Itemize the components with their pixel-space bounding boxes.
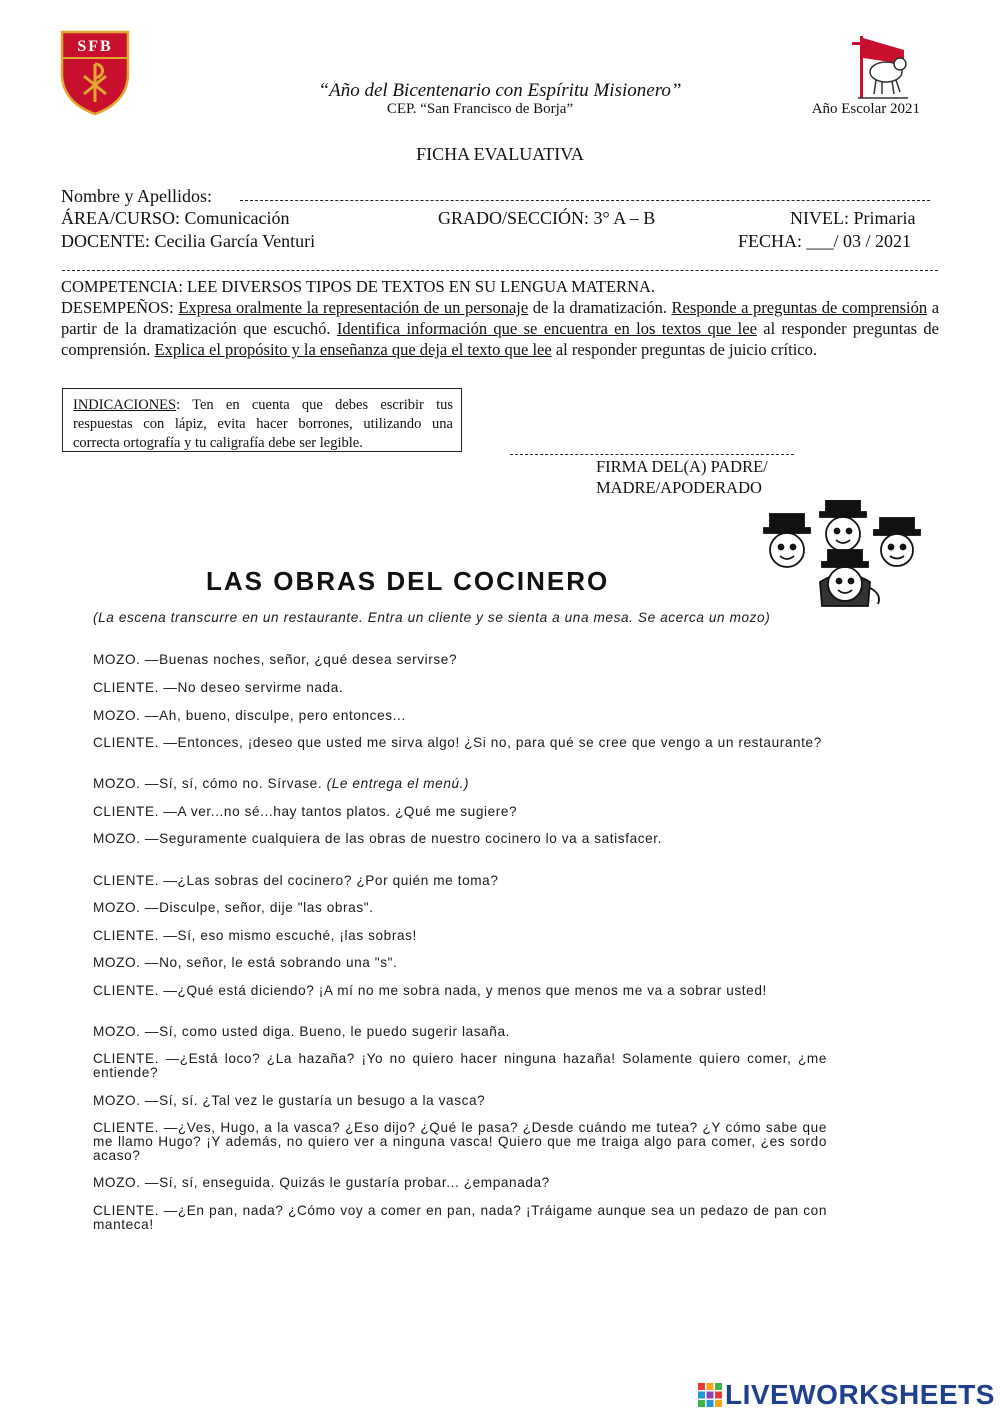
area-value: Comunicación <box>184 208 290 228</box>
liveworksheets-icon <box>697 1382 723 1408</box>
nivel-value: Primaria <box>853 208 916 228</box>
nivel-field <box>790 208 915 229</box>
desempeno-3: Identifica información que se encuentra en los textos que lee <box>336 319 757 338</box>
dialogue-line: MOZO. —Sí, sí, cómo no. Sírvase. <box>93 776 323 791</box>
stage-direction: (La escena transcurre en un restaurante. Entra un cliente y se sienta a una mesa. Se acerca un mozo) <box>93 610 771 625</box>
chefs-illustration <box>756 500 936 610</box>
menu-stage-direction: (Le entrega el menú.) <box>326 776 470 791</box>
logo-text: SFB <box>77 38 113 55</box>
fecha-label: FECHA: <box>738 231 803 251</box>
dialogue-line: MOZO. —Buenas noches, señor, ¿qué desea servirse? <box>93 652 458 667</box>
desempeno-2: Responde a preguntas de comprensión <box>671 298 928 317</box>
dialogue-line: MOZO. —Seguramente cualquiera de las obras de nuestro cocinero lo va a satisfacer. <box>93 831 663 846</box>
dialogue-line: CLIENTE. —A ver...no sé...hay tantos platos. ¿Qué me sugiere? <box>93 804 518 819</box>
dialogue-line: CLIENTE. —¿Ves, Hugo, a la vasca? ¿Eso dijo? ¿Qué le pasa? ¿Desde cuándo me tutea? ¿Y cómo sabe que me llamo Hugo? ¡Y además, no quiero ver a ninguna vasca! Quiero que me traiga algo para comer, ¿es sordo acaso? <box>93 1120 827 1163</box>
docente-value: Cecilia García Venturi <box>154 231 316 251</box>
indicaciones-box <box>62 388 462 452</box>
school-crest-logo <box>58 28 132 116</box>
school-name: CEP. “San Francisco de Borja” <box>386 101 574 117</box>
dialogue-line: MOZO. —Sí, sí. ¿Tal vez le gustaría un besugo a la vasca? <box>93 1093 486 1108</box>
dialogue-line: MOZO. —Sí, sí, enseguida. Quizás le gustaría probar... ¿empanada? <box>93 1175 550 1190</box>
desempeno-1: Expresa oralmente la representación de un personaje <box>178 298 529 317</box>
fecha-day-input[interactable]: ___ <box>806 231 834 251</box>
desempeno-4: Explica el propósito y la enseñanza que deja el texto que lee <box>154 340 552 359</box>
dialogue-line: MOZO. —Disculpe, señor, dije "las obras". <box>93 900 374 915</box>
dialogue-line: CLIENTE. —¿En pan, nada? ¿Cómo voy a comer en pan, nada? ¡Tráigame aunque sea un pedazo de pan con manteca! <box>93 1203 827 1232</box>
liveworksheets-brand <box>697 1379 995 1411</box>
dialogue-line: MOZO. —No, señor, le está sobrando una "s". <box>93 955 398 970</box>
grado-value: 3° A – B <box>593 208 656 228</box>
dialogue-line: CLIENTE. —¿Qué está diciendo? ¡A mí no me sobra nada, y menos que menos me va a sobrar usted! <box>93 983 767 998</box>
desempeno-4-tail: al responder preguntas de juicio crítico. <box>555 340 817 359</box>
dialogue-line: CLIENTE. —Sí, eso mismo escuché, ¡las sobras! <box>93 928 417 943</box>
dialogue-line: CLIENTE. —Entonces, ¡deseo que usted me sirva algo! ¿Si no, para qué se cree que vengo a un restaurante? <box>93 735 822 750</box>
motto: “Año del Bicentenario con Espíritu Misionero” <box>318 80 682 101</box>
grado-label: GRADO/SECCIÓN: <box>438 208 590 228</box>
indicaciones-label: INDICACIONES <box>73 397 177 413</box>
dialogue-line: CLIENTE. —¿Está loco? ¿La hazaña? ¡Yo no quiero hacer ninguna hazaña! Solamente quiero comer, ¿me entiende? <box>93 1051 827 1080</box>
divider <box>62 270 938 271</box>
dialogue-line: MOZO. —Sí, como usted diga. Bueno, le puedo sugerir lasaña. <box>93 1024 510 1039</box>
dialogue-line: CLIENTE. —No deseo servirme nada. <box>93 680 344 695</box>
nivel-label: NIVEL: <box>790 208 849 228</box>
area-label: ÁREA/CURSO: <box>61 208 181 228</box>
desempeno-1-tail: de la dramatización. <box>532 298 667 317</box>
desempenos-label: DESEMPEÑOS: <box>61 298 174 317</box>
competencia-block <box>61 276 939 360</box>
docente-field <box>61 231 315 252</box>
lamb-cross-icon <box>838 28 918 100</box>
signature-caption <box>596 456 768 498</box>
school-year: Año Escolar 2021 <box>811 101 920 117</box>
indicaciones-text: : Ten en cuenta que debes escribir tus respuestas con lápiz, evita hacer borrones, utilizando una correcta ortografía y tu caligrafía debe ser legible. <box>73 397 453 451</box>
liveworksheets-wordmark: LIVEWORKSHEETS <box>725 1379 995 1410</box>
play-title: LAS OBRAS DEL COCINERO <box>206 566 610 596</box>
desempenos-text <box>61 297 939 360</box>
desempeno-3-tail: al responder preguntas de comprensión. <box>61 319 939 359</box>
grado-field <box>438 208 655 229</box>
page-title: FICHA EVALUATIVA <box>416 144 584 164</box>
dialogue-line: CLIENTE. —¿Las sobras del cocinero? ¿Por quién me toma? <box>93 873 499 888</box>
fecha-field <box>738 231 911 252</box>
signature-caption-line-1: FIRMA DEL(A) PADRE/ <box>596 457 768 476</box>
name-input-line[interactable] <box>240 200 930 201</box>
signature-line[interactable] <box>510 454 794 455</box>
name-label: Nombre y Apellidos: <box>61 186 212 206</box>
dialogue-line-with-stage <box>93 777 827 791</box>
desempeno-2-tail: a partir de la dramatización que escuchó. <box>61 298 940 338</box>
signature-caption-line-2: MADRE/APODERADO <box>596 478 762 497</box>
fecha-value: / 03 / 2021 <box>833 231 912 251</box>
area-field <box>61 208 290 229</box>
competencia-text: COMPETENCIA: LEE DIVERSOS TIPOS DE TEXTOS EN SU LENGUA MATERNA. <box>61 277 656 296</box>
dialogue-line: MOZO. —Ah, bueno, disculpe, pero entonces... <box>93 708 406 723</box>
docente-label: DOCENTE: <box>61 231 150 251</box>
